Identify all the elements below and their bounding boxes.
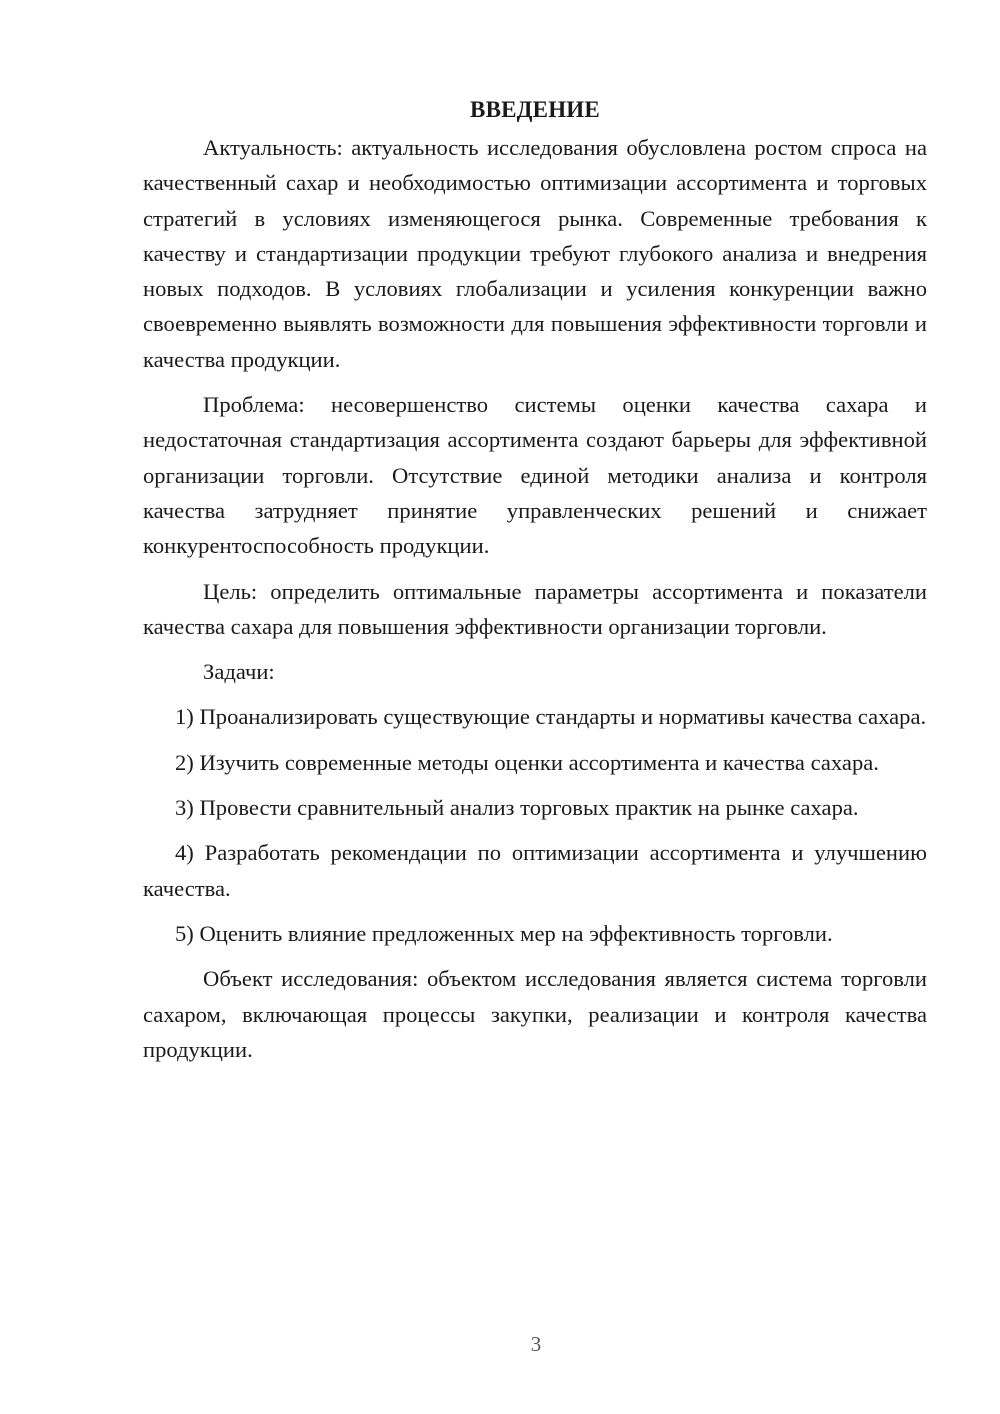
relevance-paragraph: Актуальность: актуальность исследования обусловлена ростом спроса на качественный сахар и необходимостью оптимизации ассортимента и торговых стратегий в условиях изменяющегося рынка. Современные требования к качеству и стандартизации продукции требуют глубокого анализа и внедрения новых подходов. В условиях глобализации и усиления конкуренции важно своевременно выявлять возможности для повышения эффективности торговли и качества продукции. (143, 135, 927, 372)
task-item: 3) Провести сравнительный анализ торговых практик на рынке сахара. (175, 795, 859, 821)
task-item: 2) Изучить современные методы оценки ассортимента и качества сахара. (175, 749, 879, 775)
tasks-label: Задачи: (203, 659, 275, 685)
task-item: 1) Проанализировать существующие стандарты и нормативы качества сахара. (175, 704, 927, 730)
document-page (143, 92, 927, 1067)
tasks-list (143, 699, 927, 951)
object-paragraph: Объект исследования: объектом исследования является система торговли сахаром, включающая процессы закупки, реализации и контроля качества продукции. (143, 966, 927, 1062)
page-number: 3 (530, 1332, 542, 1356)
section-heading: ВВЕДЕНИЕ (470, 97, 600, 122)
task-item: 4) Разработать рекомендации по оптимизации ассортимента и улучшению качества. (143, 840, 927, 901)
goal-paragraph: Цель: определить оптимальные параметры ассортимента и показатели качества сахара для повышения эффективности организации торговли. (143, 578, 927, 639)
problem-paragraph: Проблема: несовершенство системы оценки качества сахара и недостаточная стандартизация ассортимента создают барьеры для эффективной организации торговли. Отсутствие единой методики анализа и контроля качества затрудняет принятие управленческих решений и снижает конкурентоспособность продукции. (143, 392, 927, 559)
task-item: 5) Оценить влияние предложенных мер на эффективность торговли. (175, 920, 833, 946)
